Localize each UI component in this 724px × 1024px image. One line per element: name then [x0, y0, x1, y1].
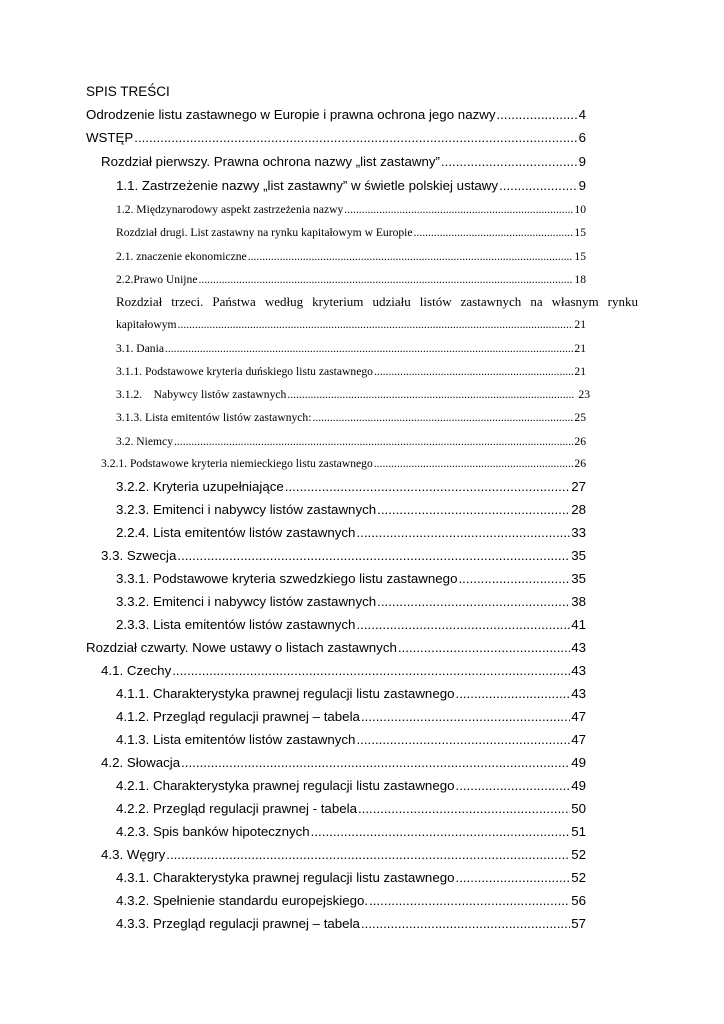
toc-entry-page: 4 — [578, 107, 586, 122]
toc-entry-page: 9 — [578, 154, 586, 169]
toc-entry-page: 23 — [575, 388, 590, 401]
toc-entry-title: 2.1. znaczenie ekonomiczne — [116, 250, 247, 263]
toc-entry[interactable] — [116, 363, 586, 381]
toc-entry-page: 51 — [571, 824, 586, 839]
toc-entry[interactable] — [86, 639, 586, 657]
toc-dot-leader — [358, 800, 570, 818]
toc-dot-leader — [178, 316, 574, 334]
toc-dot-leader — [285, 478, 570, 496]
toc-entry-title: 4.1. Czechy — [101, 663, 172, 678]
toc-entry-title: 3.1.1. Podstawowe kryteria duńskiego listu zastawnego — [116, 365, 373, 378]
toc-dot-leader — [496, 106, 577, 124]
toc-entry-page: 52 — [571, 847, 586, 862]
toc-entry[interactable] — [86, 129, 586, 147]
toc-entry-page: 6 — [578, 130, 586, 145]
toc-dot-leader — [174, 433, 573, 451]
toc-entry[interactable] — [116, 409, 586, 427]
toc-entry-page: 25 — [574, 411, 586, 424]
toc-entry-page: 50 — [571, 801, 586, 816]
toc-entry-title: 4.2.3. Spis banków hipotecznych — [116, 824, 310, 839]
toc-dot-leader — [361, 915, 570, 933]
toc-entry-page: 35 — [571, 548, 586, 563]
toc-entry[interactable] — [116, 501, 586, 519]
toc-entry[interactable] — [116, 224, 586, 242]
toc-entry-title: Rozdział czwarty. Nowe ustawy o listach zastawnych — [86, 640, 397, 655]
toc-entry-page: 21 — [574, 318, 586, 331]
toc-entry-page: 47 — [571, 709, 586, 724]
toc-dot-leader — [287, 386, 574, 404]
toc-dot-leader — [181, 754, 570, 772]
toc-dot-leader — [414, 224, 574, 242]
toc-entry-page: 49 — [571, 755, 586, 770]
toc-entry-page: 35 — [571, 571, 586, 586]
toc-dot-leader — [374, 363, 573, 381]
toc-entry-title: 4.2.2. Przegląd regulacji prawnej - tabela — [116, 801, 357, 816]
toc-dot-leader — [166, 846, 570, 864]
toc-entry-title: 3.3.2. Emitenci i nabywcy listów zastawnych — [116, 594, 377, 609]
toc-entry-page: 43 — [571, 663, 586, 678]
toc-dot-leader — [456, 685, 571, 703]
toc-entry-page: 15 — [574, 250, 586, 263]
toc-dot-leader — [398, 639, 570, 657]
toc-dot-leader — [377, 501, 570, 519]
toc-entry[interactable] — [116, 731, 586, 749]
toc-entry-page: 15 — [574, 226, 586, 239]
toc-entry-title: 1.2. Międzynarodowy aspekt zastrzeżenia nazwy — [116, 203, 344, 216]
toc-entry-page: 10 — [574, 203, 586, 216]
toc-entry[interactable] — [116, 340, 586, 358]
toc-dot-leader — [344, 201, 573, 219]
toc-dot-leader — [456, 777, 571, 795]
toc-entry-title: 3.1.3. Lista emitentów listów zastawnych: — [116, 411, 312, 424]
toc-entry-title: 4.3.3. Przegląd regulacji prawnej – tabela — [116, 916, 360, 931]
toc-entry-page: 21 — [574, 365, 586, 378]
toc-entry[interactable] — [101, 153, 586, 171]
toc-dot-leader — [356, 731, 570, 749]
toc-entry-title: 1.1. Zastrzeżenie nazwy „list zastawny” w świetle polskiej ustawy — [116, 178, 499, 193]
toc-entry[interactable] — [116, 915, 586, 933]
toc-entry-title: 3.1. Dania — [116, 342, 164, 355]
toc-entry[interactable] — [116, 777, 586, 795]
toc-entry-page: 26 — [574, 457, 586, 470]
toc-dot-leader — [312, 409, 573, 427]
toc-entry[interactable] — [101, 754, 586, 772]
toc-entry-page: 26 — [574, 435, 586, 448]
toc-entry-page: 57 — [571, 916, 586, 931]
toc-entry-title: 4.2.1. Charakterystyka prawnej regulacji listu zastawnego — [116, 778, 455, 793]
toc-entry-title: 4.3.2. Spełnienie standardu europejskiego. — [116, 893, 369, 908]
toc-entry-title-line: Rozdział trzeci. Państwa według kryterium udziału listów zastawnych na własnym rynku — [116, 294, 638, 309]
toc-entry-page: 47 — [571, 732, 586, 747]
toc-entry-page: 21 — [574, 342, 586, 355]
toc-entry[interactable] — [116, 570, 586, 588]
toc-entry-title: 4.1.2. Przegląd regulacji prawnej – tabela — [116, 709, 360, 724]
toc-entry[interactable] — [116, 823, 586, 841]
toc-entry-page: 43 — [571, 686, 586, 701]
toc-entry-title: 3.2.1. Podstawowe kryteria niemieckiego listu zastawnego — [101, 457, 373, 470]
toc-entry[interactable] — [101, 662, 586, 680]
toc-entry[interactable] — [116, 524, 586, 542]
toc-entry-title: 3.3. Szwecja — [101, 548, 177, 563]
toc-entry-title: Odrodzenie listu zastawnego w Europie i prawna ochrona jego nazwy — [86, 107, 496, 122]
toc-entry-page: 27 — [571, 479, 586, 494]
toc-entry[interactable] — [86, 106, 586, 124]
toc-dot-leader — [134, 129, 577, 147]
toc-entry-page: 18 — [574, 273, 586, 286]
toc-entry-page: 38 — [571, 594, 586, 609]
toc-entry-page: 56 — [571, 893, 586, 908]
toc-dot-leader — [356, 616, 570, 634]
toc-dot-leader — [165, 340, 573, 358]
toc-heading: SPIS TREŚCI — [86, 84, 170, 99]
toc-entry-title: 3.1.2. Nabywcy listów zastawnych — [116, 388, 287, 401]
toc-entry[interactable] — [116, 478, 586, 496]
toc-dot-leader — [356, 524, 570, 542]
toc-dot-leader — [172, 662, 570, 680]
toc-entry[interactable] — [116, 685, 586, 703]
toc-entry-title: 3.2. Niemcy — [116, 435, 173, 448]
toc-entry-title: 4.1.1. Charakterystyka prawnej regulacji listu zastawnego — [116, 686, 455, 701]
toc-dot-leader — [177, 547, 570, 565]
toc-entry[interactable] — [101, 455, 586, 473]
toc-dot-leader — [458, 570, 570, 588]
toc-dot-leader — [361, 708, 570, 726]
toc-dot-leader — [377, 593, 570, 611]
toc-entry-title: 4.3.1. Charakterystyka prawnej regulacji listu zastawnego — [116, 870, 455, 885]
toc-entry[interactable] — [116, 177, 586, 195]
toc-entry[interactable] — [116, 708, 586, 726]
toc-entry[interactable] — [101, 846, 586, 864]
toc-entry-page: 28 — [571, 502, 586, 517]
toc-entry-title: 2.3.3. Lista emitentów listów zastawnych — [116, 617, 356, 632]
toc-dot-leader — [311, 823, 571, 841]
toc-entry-page: 52 — [571, 870, 586, 885]
toc-entry-title: 3.2.3. Emitenci i nabywcy listów zastawnych — [116, 502, 377, 517]
toc-entry-title: 3.3.1. Podstawowe kryteria szwedzkiego listu zastawnego — [116, 571, 458, 586]
toc-dot-leader — [441, 153, 578, 171]
toc-entry[interactable] — [101, 547, 586, 565]
toc-dot-leader — [456, 869, 571, 887]
toc-dot-leader — [374, 455, 574, 473]
toc-dot-leader — [248, 248, 574, 266]
toc-entry[interactable] — [116, 869, 586, 887]
toc-entry-title: 2.2.4. Lista emitentów listów zastawnych — [116, 525, 356, 540]
toc-entry[interactable] — [116, 248, 586, 266]
toc-dot-leader — [369, 892, 570, 910]
toc-entry-page: 49 — [571, 778, 586, 793]
toc-dot-leader — [198, 271, 573, 289]
toc-entry-title: Rozdział drugi. List zastawny na rynku kapitałowym w Europie — [116, 226, 413, 239]
toc-entry[interactable] — [116, 201, 586, 219]
toc-entry-page: 43 — [571, 640, 586, 655]
toc-entry-title: Rozdział pierwszy. Prawna ochrona nazwy „list zastawny” — [101, 154, 440, 169]
toc-entry-title: kapitałowym — [116, 318, 177, 331]
toc-entry[interactable] — [116, 616, 586, 634]
toc-entry-page: 33 — [571, 525, 586, 540]
toc-entry[interactable] — [116, 433, 586, 451]
toc-entry[interactable] — [116, 892, 586, 910]
toc-entry[interactable] — [116, 386, 590, 404]
toc-entry-title: 3.2.2. Kryteria uzupełniające — [116, 479, 284, 494]
toc-entry-title: WSTĘP — [86, 130, 134, 145]
toc-entry-title: 4.3. Węgry — [101, 847, 166, 862]
toc-entry-title: 4.2. Słowacja — [101, 755, 181, 770]
toc-entry-page: 41 — [571, 617, 586, 632]
toc-entry-page: 9 — [578, 178, 586, 193]
toc-entry-title: 2.2.Prawo Unijne — [116, 273, 198, 286]
toc-dot-leader — [499, 177, 578, 195]
toc-entry-title: 4.1.3. Lista emitentów listów zastawnych — [116, 732, 356, 747]
toc-entry[interactable] — [116, 271, 586, 289]
toc-entry[interactable] — [116, 316, 586, 334]
toc-entry[interactable] — [116, 593, 586, 611]
toc-entry[interactable] — [116, 800, 586, 818]
